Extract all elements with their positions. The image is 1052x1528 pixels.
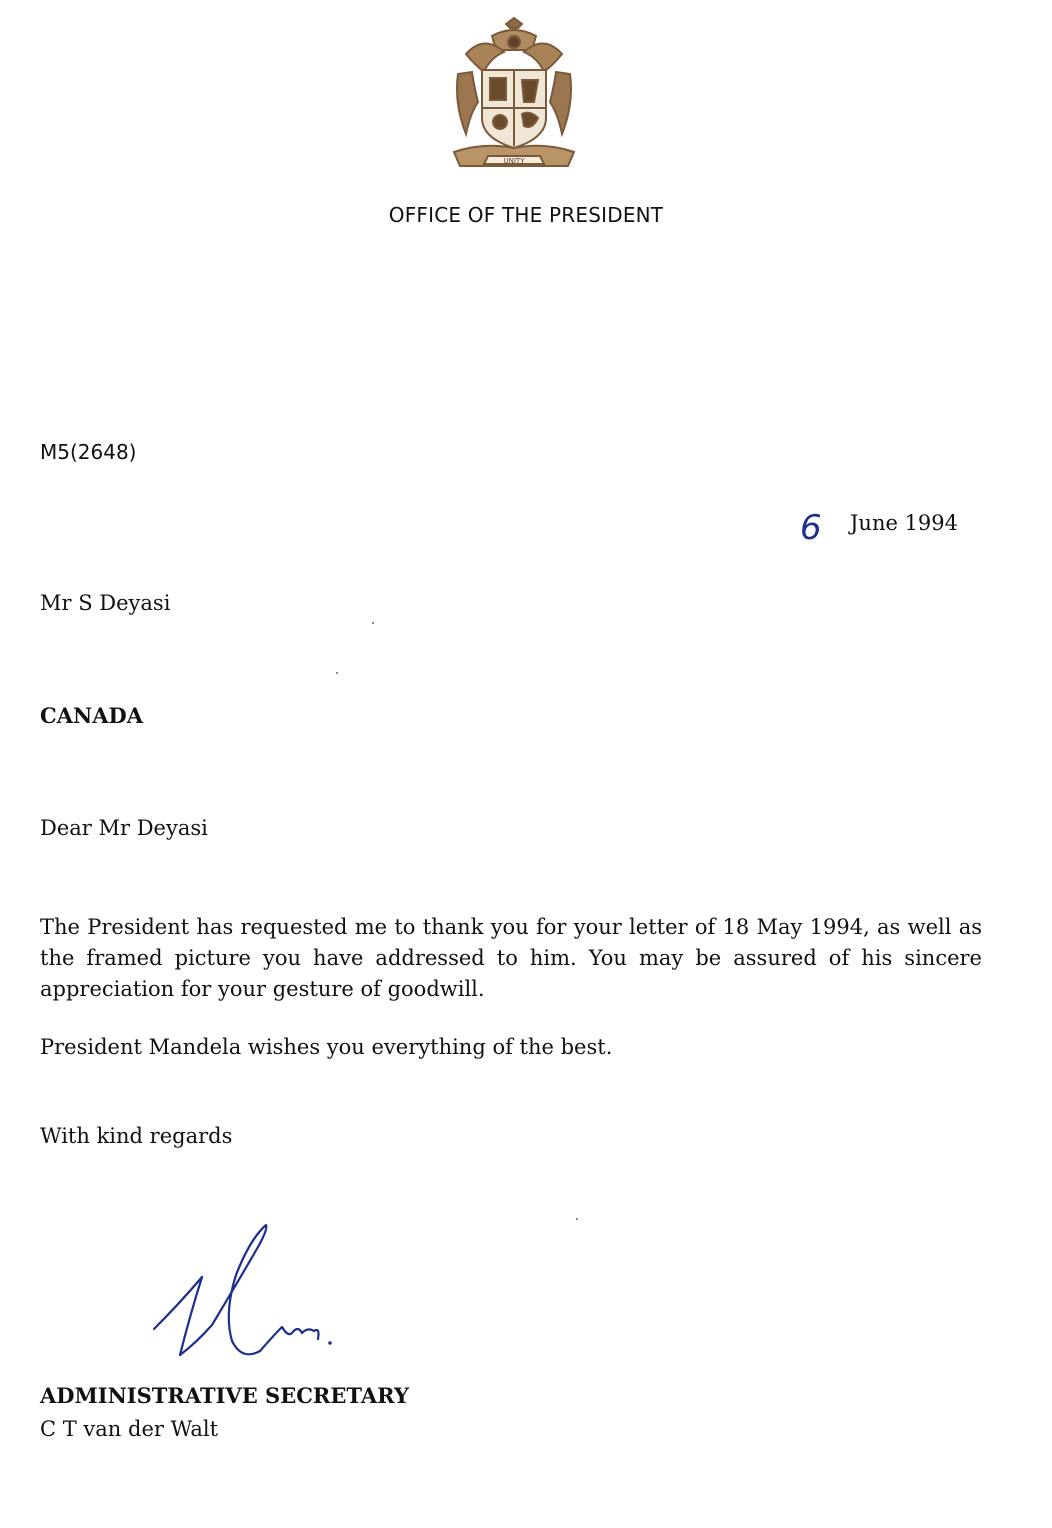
coat-of-arms-crest [444, 14, 584, 174]
closing-line: With kind regards [40, 1124, 233, 1148]
salutation: Dear Mr Deyasi [40, 816, 208, 840]
scan-speck [372, 622, 374, 624]
handwritten-signature [140, 1215, 350, 1365]
signer-name: C T van der Walt [40, 1417, 219, 1441]
date-day-handwritten: 6 [800, 508, 822, 548]
office-title: OFFICE OF THE PRESIDENT [388, 203, 664, 227]
scan-speck [336, 672, 338, 674]
scan-speck [576, 1218, 578, 1220]
motto-text: UNITY [503, 157, 525, 165]
recipient-country: CANADA [40, 703, 144, 728]
date-month-year: June 1994 [850, 511, 959, 535]
body-paragraph: The President has requested me to thank you for your letter of 18 May 1994, as well as the framed picture you have addressed to him. You may be assured of his sincere appreciation for your gesture of goodwill. [40, 915, 982, 1001]
body-paragraph-2: President Mandela wishes you everything of the best. [40, 1035, 613, 1059]
reference-number: M5(2648) [40, 440, 137, 464]
signer-title: ADMINISTRATIVE SECRETARY [40, 1383, 409, 1408]
recipient-name: Mr S Deyasi [40, 591, 171, 615]
